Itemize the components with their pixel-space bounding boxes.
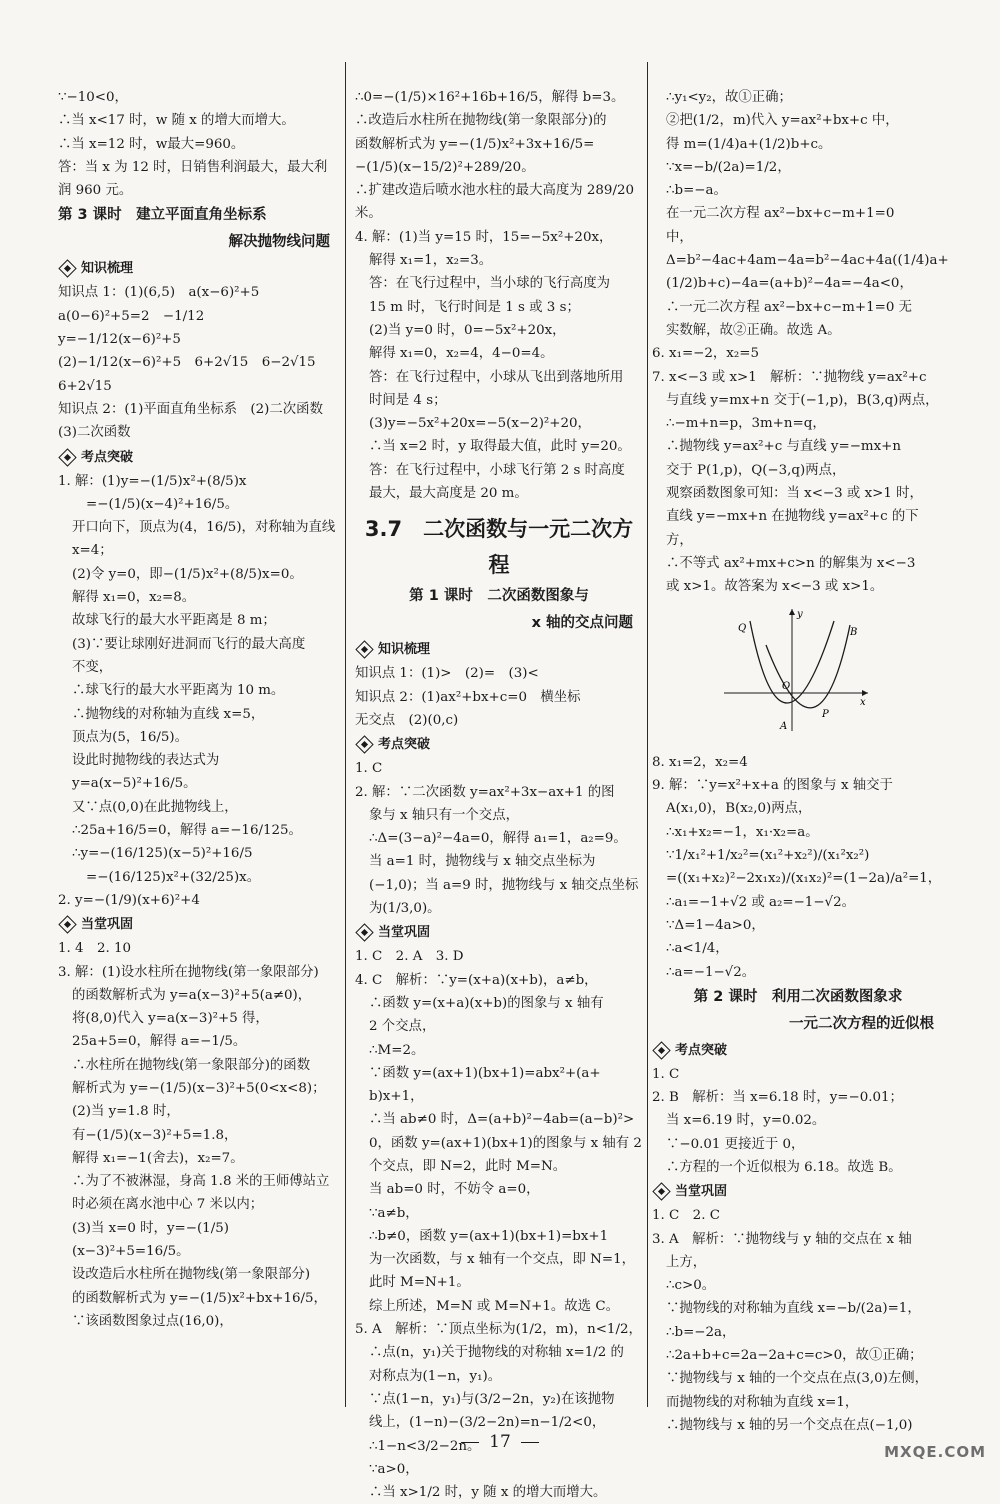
origin-label: O [782, 680, 791, 692]
text-line: ∴改造后水柱所在抛物线(第一象限部分)的 [355, 113, 607, 129]
page-number: 17 [0, 1432, 1000, 1452]
text-line: ∵−0.01 更接近于 0， [666, 1136, 805, 1152]
text-line: 6+2√15 [58, 378, 112, 394]
text-line: ∴抛物线的对称轴为直线 x=5， [72, 706, 265, 722]
point-q-label: Q [738, 622, 747, 634]
text-line: ②把(1/2，m)代入 y=ax²+bx+c 中， [666, 113, 899, 129]
text-line: 在一元二次方程 ax²−bx+c−m+1=0 [666, 206, 895, 222]
text-line: 2 个交点， [369, 1019, 436, 1035]
text-line: 时间是 4 s； [369, 392, 447, 408]
text-line: 函数解析式为 y=−(1/5)x²+3x+16/5= [355, 136, 595, 152]
text-line: 答：当 x 为 12 时，日销售利润最大，最大利 [58, 159, 328, 175]
text-line: 1. C [355, 761, 383, 777]
text-line: 时必须在离水池中心 7 米以内； [72, 1197, 264, 1213]
section-heading-text: 考点突破 [378, 737, 431, 753]
text-line: (2)−1/12(x−6)²+5 6+2√15 6−2√15 [58, 355, 316, 371]
text-line: ∴Δ=(3−a)²−4a=0，解得 a₁=1，a₂=9。 [369, 831, 627, 847]
text-line: 为(1/3,0)。 [369, 901, 441, 917]
text-line: 答：在飞行过程中，小球从飞出到落地所用 [369, 369, 624, 385]
x-label: x [860, 696, 866, 708]
point-b-label: B [850, 626, 858, 638]
point-p-label: P [822, 708, 829, 720]
section-diamond-icon [58, 916, 76, 934]
text-line: ∴为了不被淋湿，身高 1.8 米的王师傅站立 [72, 1174, 330, 1190]
text-line: 的函数解析式为 y=a(x−3)²+5(a≠0)， [72, 987, 312, 1003]
text-line: 1. C 2. C [652, 1208, 720, 1224]
section-heading [355, 732, 643, 757]
text-line: (2)当 y=0 时，0=−5x²+20x， [369, 322, 566, 338]
section-diamond-icon [58, 448, 76, 466]
text-line: 知识点 1：(1)(6,5) a(x−6)²+5 [58, 285, 260, 301]
text-line: 象与 x 轴只有一个交点， [369, 807, 519, 823]
text-line: 解得 x₁=−1(舍去)，x₂=7。 [72, 1150, 244, 1166]
text-line: 当 ab=0 时，不妨令 a=0， [369, 1182, 540, 1198]
text-line: ∴b=−2a， [666, 1324, 736, 1340]
text-line: 开口向下，顶点为(4，16/5)，对称轴为直线 [72, 520, 336, 536]
text-line: ∴水柱所在抛物线(第一象限部分)的函数 [72, 1057, 311, 1073]
section-heading [58, 445, 340, 470]
text-line: ∵该函数图象过点(16,0)， [72, 1313, 233, 1329]
text-line: y=a(x−5)²+16/5。 [72, 776, 197, 792]
text-line: 3. 解：(1)设水柱所在抛物线(第一象限部分) [58, 964, 319, 980]
text-line: ∴−m+n=p，3m+n=q， [666, 416, 826, 432]
text-line: ∴y₁<y₂，故①正确； [666, 90, 792, 105]
text-line: ∴当 x<17 时，w 随 x 的增大而增大。 [58, 113, 295, 129]
text-line: 直线 y=−mx+n 在抛物线 y=ax²+c 的下 [666, 509, 919, 525]
text-line: ∵抛物线与 x 轴的一个交点在点(3,0)左侧， [666, 1371, 929, 1387]
y-label: y [797, 608, 803, 620]
text-line: ∴函数 y=(x+a)(x+b)的图象与 x 轴有 [369, 995, 604, 1011]
right-column [652, 86, 949, 1437]
lesson-title: 一元二次方程的近似根 [789, 1015, 934, 1032]
text-line: x=4； [72, 543, 113, 559]
parabola-line-graph [722, 605, 872, 733]
site-watermark: MXQE.COM [884, 1443, 986, 1461]
text-line: ∴25a+16/5=0，解得 a=−16/125。 [72, 823, 302, 839]
text-line: 不变， [72, 659, 113, 675]
text-line: 综上所述，M=N 或 M=N+1。故选 C。 [369, 1298, 619, 1314]
text-line: 中， [666, 229, 693, 245]
text-line: (2)当 y=1.8 时， [72, 1104, 180, 1120]
text-line: ∴a<1/4， [666, 941, 729, 957]
text-line: 当 x=6.19 时，y=0.02。 [666, 1113, 826, 1129]
text-line: 2. 解：∵二次函数 y=ax²+3x−ax+1 的图 [355, 784, 615, 800]
text-line: 交于 P(1,p)，Q(−3,q)两点， [666, 462, 846, 478]
text-line: 8. x₁=2，x₂=4 [652, 754, 748, 770]
text-line: 上方， [666, 1254, 707, 1270]
text-line: (−1,0)；当 a=9 时，抛物线与 x 轴交点坐标 [369, 877, 639, 893]
text-line: 顶点为(5，16/5)。 [72, 729, 188, 745]
text-line: ∴当 x=2 时，y 取得最大值，此时 y=20。 [369, 439, 631, 455]
text-line: ∴b=−a。 [666, 183, 727, 199]
text-line: =−(1/5)(x−4)²+16/5。 [86, 496, 239, 512]
text-line: ∴抛物线与 x 轴的另一个交点在点(−1,0) [666, 1417, 913, 1433]
text-line: ∵点(1−n，y₁)与(3/2−2n，y₂)在该抛物 [369, 1391, 615, 1407]
left-column [58, 86, 340, 1333]
section-heading-text: 知识梳理 [81, 261, 134, 277]
text-line: 润 960 元。 [58, 183, 133, 199]
section-heading [58, 256, 340, 281]
text-line: 解得 x₁=0，x₂=4，4−0=4。 [369, 346, 554, 362]
text-line: 个交点，即 N=2，此时 M=N。 [369, 1158, 567, 1174]
text-line: 2. y=−(1/9)(x+6)²+4 [58, 892, 200, 908]
text-line: 25a+5=0，解得 a=−1/5。 [72, 1034, 247, 1050]
text-line: ∴球飞行的最大水平距离为 10 m。 [72, 683, 285, 699]
text-line: 的函数解析式为 y=−(1/5)x²+bx+16/5， [72, 1290, 327, 1306]
text-line: 知识点 1：(1)> (2)= (3)< [355, 666, 539, 682]
text-line: ∵−10<0， [58, 90, 128, 105]
section-heading [652, 1038, 944, 1063]
text-line: 解得 x₁=1，x₂=3。 [369, 253, 493, 269]
text-line: 15 m 时，飞行时间是 1 s 或 3 s； [369, 299, 580, 315]
text-line: ∴0=−(1/5)×16²+16b+16/5，解得 b=3。 [355, 90, 625, 105]
text-line: ∵Δ=1−4a>0， [666, 917, 765, 933]
text-line: ∵a≠b， [369, 1205, 419, 1221]
column-divider [345, 62, 346, 1407]
text-line: 方， [666, 532, 693, 548]
column-divider [647, 62, 648, 1407]
text-line: 1. 4 2. 10 [58, 941, 132, 957]
lesson-title: 第 2 课时 利用二次函数图象求 [693, 988, 903, 1005]
text-line: 而抛物线的对称轴为直线 x=1， [666, 1394, 859, 1410]
section-heading-text: 考点突破 [675, 1042, 728, 1058]
text-line: ∴c>0。 [666, 1278, 716, 1294]
middle-column [355, 86, 643, 1504]
text-line: 2. B 解析：当 x=6.18 时，y=−0.01； [652, 1090, 903, 1106]
section-heading [355, 637, 643, 662]
point-a-label: A [780, 720, 788, 732]
text-line: ∵抛物线的对称轴为直线 x=−b/(2a)=1， [666, 1301, 921, 1317]
text-line: 实数解，故②正确。故选 A。 [666, 322, 841, 338]
text-line: ∴y=−(16/125)(x−5)²+16/5 [72, 846, 253, 862]
text-line: 知识点 2：(1)ax²+bx+c=0 横坐标 [355, 689, 581, 705]
section-diamond-icon [355, 924, 373, 942]
text-line: (3)当 x=0 时，y=−(1/5)(x−3)²+5=16/5。 [72, 1220, 229, 1260]
text-line: −(1/5)(x−15/2)²+289/20。 [355, 159, 535, 175]
text-line: ∵x=−b/(2a)=1/2， [666, 159, 791, 175]
text-line: 或 x>1。故答案为 x<−3 或 x>1。 [666, 579, 884, 595]
lesson-title: 第 1 课时 二次函数图象与 [409, 588, 589, 605]
text-line: ∴当 x=12 时，w最大=960。 [58, 136, 245, 152]
text-line: (3)y=−5x²+20x=−5(x−2)²+20， [369, 416, 591, 432]
text-line: ∵1/x₁²+1/x₂²=(x₁²+x₂²)/(x₁²x₂²) [666, 848, 870, 864]
text-line: 0，函数 y=(ax+1)(bx+1)的图象与 x 轴有 2 [369, 1135, 642, 1151]
text-line: 观察函数图象可知：当 x<−3 或 x>1 时， [666, 486, 923, 502]
text-line: 解得 x₁=0，x₂=8。 [72, 590, 196, 606]
text-line: 此时 M=N+1。 [369, 1275, 470, 1291]
y-axis-arrow [789, 609, 795, 615]
text-line: (2)令 y=0，即−(1/5)x²+(8/5)x=0。 [72, 566, 303, 582]
text-line: 线上，(1−n)−(3/2−2n)=n−1/2<0， [369, 1415, 606, 1431]
text-line: 4. C 解析：∵y=(x+a)(x+b)，a≠b， [355, 972, 598, 988]
text-line: 6. x₁=−2，x₂=5 [652, 346, 759, 362]
text-line: (1/2)b+c)−4a=(a+b)²−4a=−4a<0， [666, 276, 913, 292]
text-line: 无交点 (2)(0,c) [355, 712, 459, 728]
text-line: 知识点 2：(1)平面直角坐标系 (2)二次函数 [58, 401, 323, 417]
text-line: 设改造后水柱所在抛物线(第一象限部分) [72, 1267, 311, 1283]
section-heading [355, 920, 643, 945]
section-diamond-icon [652, 1041, 670, 1059]
text-line: ∴2a+b+c=2a−2a+c=c>0，故①正确； [666, 1348, 923, 1364]
text-line: Δ=b²−4ac+4am−4a=b²−4ac+4a((1/4)a+ [666, 253, 949, 269]
text-line: 将(8,0)代入 y=a(x−3)²+5 得， [72, 1011, 269, 1027]
section-heading [652, 1179, 944, 1204]
text-line: ∴1−n<3/2−2n。 [369, 1438, 481, 1454]
text-line: ∴当 x>1/2 时，y 随 x 的增大而增大。 [369, 1485, 607, 1501]
section-diamond-icon [355, 641, 373, 659]
text-line: 答：在飞行过程中，当小球的飞行高度为 [369, 276, 611, 292]
section-diamond-icon [355, 736, 373, 754]
lesson-title: 第 3 课时 建立平面直角坐标系 [58, 207, 267, 224]
text-line: 7. x<−3 或 x>1 解析：∵抛物线 y=ax²+c [652, 369, 927, 385]
lesson-title: x 轴的交点问题 [531, 615, 633, 632]
text-line: ∵函数 y=(ax+1)(bx+1)=abx²+(a+ [369, 1065, 601, 1081]
text-line: y=−1/12(x−6)²+5 [58, 332, 181, 348]
lesson-title: 解决抛物线问题 [228, 234, 330, 251]
section-heading-text: 知识梳理 [378, 642, 431, 658]
text-line: ∴b≠0，函数 y=(ax+1)(bx+1)=bx+1 [369, 1228, 609, 1244]
section-heading [58, 912, 340, 937]
text-line: 又∵点(0,0)在此抛物线上， [72, 799, 238, 815]
text-line: ∴当 ab≠0 时，Δ=(a+b)²−4ab=(a−b)²> [369, 1112, 635, 1128]
x-axis-arrow [862, 690, 868, 696]
text-line: a(0−6)²+5=2 −1/12 [58, 308, 205, 324]
text-line: ∴不等式 ax²+mx+c>n 的解集为 x<−3 [666, 555, 916, 571]
text-line: (3)二次函数 [58, 425, 131, 441]
text-line: 得 m=(1/4)a+(1/2)b+c。 [666, 136, 832, 152]
section-heading-text: 考点突破 [81, 449, 134, 465]
text-line: 1. 解：(1)y=−(1/5)x²+(8/5)x [58, 473, 247, 489]
text-line: 4. 解：(1)当 y=15 时，15=−5x²+20x， [355, 229, 613, 245]
text-line: 与直线 y=mx+n 交于(−1,p)，B(3,q)两点， [666, 392, 939, 408]
text-line: 答：在飞行过程中，小球飞行第 2 s 时高度 [369, 462, 625, 478]
text-line: ∵a>0， [369, 1461, 419, 1477]
section-diamond-icon [58, 260, 76, 278]
text-line: ∴a=−1−√2。 [666, 964, 756, 980]
text-line: 9. 解：∵y=x²+x+a 的图象与 x 轴交于 [652, 778, 893, 794]
text-line: ∴a₁=−1+√2 或 a₂=−1−√2。 [666, 894, 855, 910]
text-line: 故球飞行的最大水平距离是 8 m； [72, 613, 276, 629]
text-line: =((x₁+x₂)²−2x₁x₂)/(x₁x₂)²=(1−2a)/a²=1， [666, 871, 942, 887]
text-line: A(x₁,0)，B(x₂,0)两点， [666, 801, 812, 817]
text-line: ∴x₁+x₂=−1，x₁·x₂=a。 [666, 824, 819, 840]
section-heading-text: 当堂巩固 [81, 917, 134, 933]
text-line: (3)∵要让球刚好进洞而飞行的最大高度 [72, 636, 306, 652]
text-line: 5. A 解析：∵顶点坐标为(1/2，m)，n<1/2， [355, 1322, 642, 1338]
text-line: b)x+1， [369, 1089, 424, 1105]
text-line: 最大，最大高度是 20 m。 [369, 486, 528, 502]
section-diamond-icon [652, 1183, 670, 1201]
text-line: 解析式为 y=−(1/5)(x−3)²+5(0<x<8)； [72, 1080, 326, 1096]
section-heading-text: 当堂巩固 [378, 925, 431, 941]
text-line: 当 a=1 时，抛物线与 x 轴交点坐标为 [369, 854, 596, 870]
text-line: ∴方程的一个近似根为 6.18。故选 B。 [666, 1159, 902, 1175]
text-line: ∴点(n，y₁)关于抛物线的对称轴 x=1/2 的 [369, 1345, 624, 1361]
section-heading-text: 当堂巩固 [675, 1184, 728, 1200]
text-line: 设此时抛物线的表达式为 [72, 753, 220, 769]
text-line: ∴M=2。 [369, 1042, 425, 1058]
text-line: =−(16/125)x²+(32/25)x。 [86, 869, 261, 885]
text-line: 对称点为(1−n，y₁)。 [369, 1368, 502, 1384]
text-line: 3. A 解析：∵抛物线与 y 轴的交点在 x 轴 [652, 1231, 912, 1247]
text-line: ∴一元二次方程 ax²−bx+c−m+1=0 无 [666, 299, 912, 315]
text-line: 1. C [652, 1066, 680, 1082]
text-line: 1. C 2. A 3. D [355, 949, 464, 965]
text-line: 有−(1/5)(x−3)²+5=1.8， [72, 1127, 238, 1143]
parabola-curve-2 [766, 625, 850, 708]
text-line: ∴抛物线 y=ax²+c 与直线 y=−mx+n [666, 439, 902, 455]
section-title: 3.7 二次函数与一元二次方程 [364, 517, 634, 578]
text-line: 为一次函数，与 x 轴有一个交点，即 N=1， [369, 1252, 636, 1268]
text-line: ∴扩建改造后喷水池水柱的最大高度为 289/20 米。 [355, 183, 639, 222]
